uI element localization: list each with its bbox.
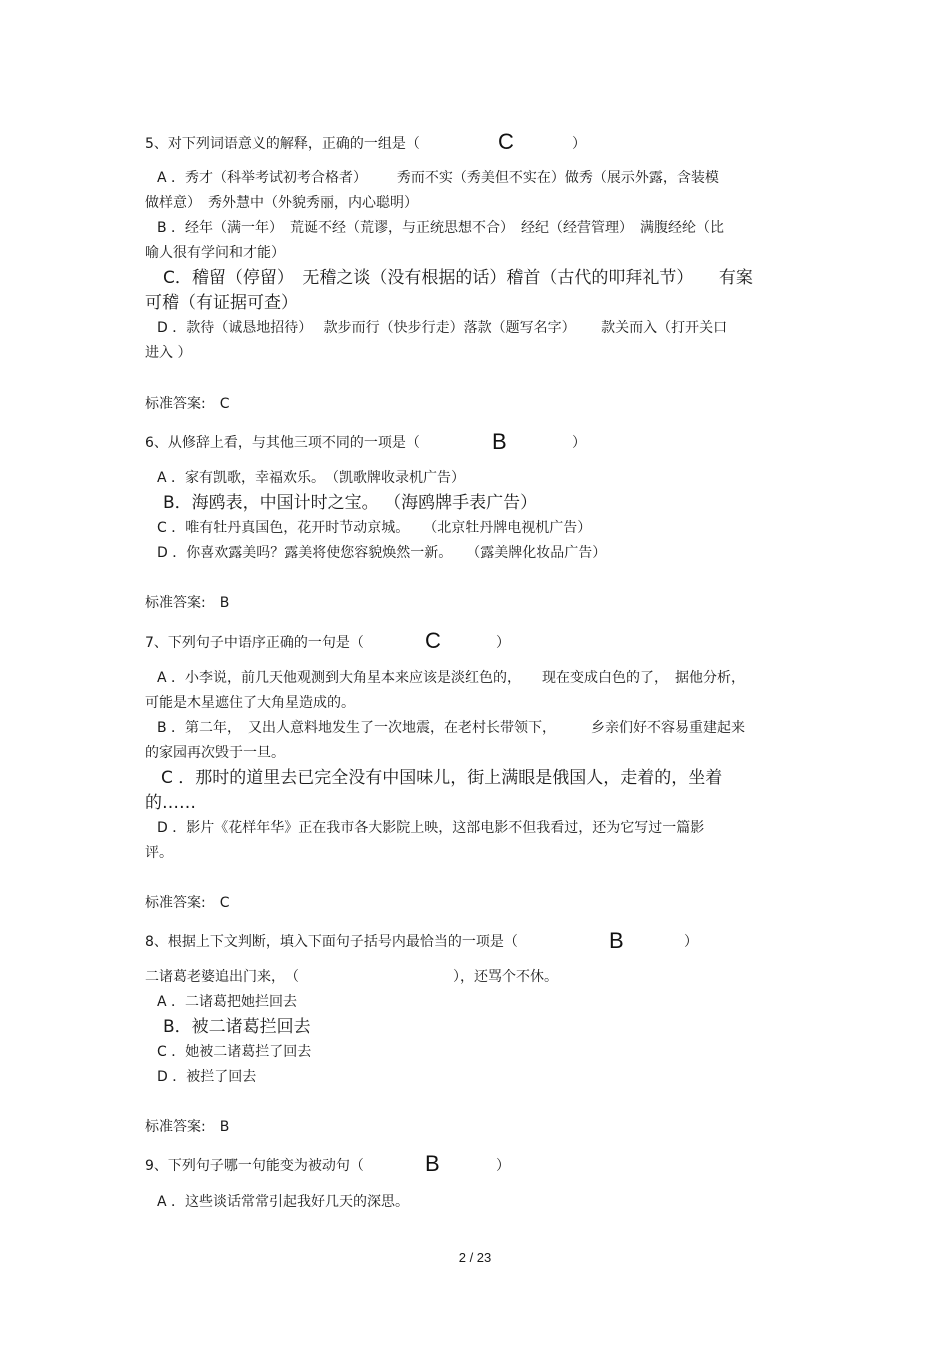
q7-standard-answer: 标准答案: C <box>145 895 230 911</box>
q6-option-b: B．海鸥表，中国计时之宝。 （海鸥牌手表广告） <box>163 493 538 513</box>
q7-option-b-line2: 的家园再次毁于一旦。 <box>145 745 285 761</box>
q6-close-paren: ） <box>572 435 586 451</box>
q9-answer: B <box>425 1151 440 1176</box>
q8-answer: B <box>609 928 624 953</box>
q5-stem: 5、对下列词语意义的解释，正确的一组是（ <box>145 136 420 152</box>
q5-option-d-line2: 进入 ） <box>145 345 192 361</box>
q5-option-b-line2: 喻人很有学问和才能） <box>145 245 285 261</box>
q9-stem: 9、下列句子哪一句能变为被动句（ <box>145 1158 364 1174</box>
q5-option-a-line1: A ．秀才（科举考试初考合格者） 秀而不实（秀美但不实在）做秀（展示外露，含装模 <box>157 170 719 186</box>
q6-stem: 6、从修辞上看，与其他三项不同的一项是（ <box>145 435 420 451</box>
q6-answer: B <box>492 429 507 454</box>
q5-option-c-line2: 可稽（有证据可查） <box>145 293 298 313</box>
q7-option-a-line2: 可能是木星遮住了大角星造成的。 <box>145 695 355 711</box>
q7-option-b-line1: B ．第二年， 又出人意料地发生了一次地震，在老村长带领下， 乡亲们好不容易重建起来 <box>157 720 746 736</box>
q7-option-d-line1: D ．影片《花样年华》正在我市各大影院上映，这部电影不但我看过，还为它写过一篇影 <box>157 820 705 836</box>
q8-option-b: B．被二诸葛拦回去 <box>163 1017 311 1037</box>
q8-option-d: D ．被拦了回去 <box>157 1069 257 1085</box>
q6-option-c: C ．唯有牡丹真国色，花开时节动京城。 （北京牡丹牌电视机广告） <box>157 520 592 536</box>
q5-close-paren: ） <box>572 136 586 152</box>
q7-option-d-line2: 评。 <box>145 845 173 861</box>
q5-option-c-line1: C．稽留（停留） 无稽之谈（没有根据的话）稽首（古代的叩拜礼节） 有案 <box>163 268 753 288</box>
q6-option-a: A ．家有凯歌，幸福欢乐。 （凯歌牌收录机广告） <box>157 470 466 486</box>
q7-option-a-line1: A ．小李说，前几天他观测到大角星本来应该是淡红色的， 现在变成白色的了， 据他分析， <box>157 670 746 686</box>
q9-option-a: A ．这些谈话常常引起我好几天的深思。 <box>157 1194 410 1210</box>
q7-option-c-line1: C ．那时的道里去已完全没有中国味儿，街上满眼是俄国人，走着的，坐着 <box>161 768 723 788</box>
q5-option-a-line2: 做样意） 秀外慧中（外貌秀丽，内心聪明） <box>145 195 418 211</box>
q7-close-paren: ） <box>496 635 510 651</box>
q8-option-c: C ．她被二诸葛拦了回去 <box>157 1044 312 1060</box>
q5-standard-answer: 标准答案: C <box>145 396 230 412</box>
q8-standard-answer: 标准答案: B <box>145 1119 230 1135</box>
q5-answer: C <box>498 129 514 154</box>
q8-stem: 8、根据上下文判断，填入下面句子括号内最恰当的一项是（ <box>145 934 518 950</box>
q7-stem: 7、下列句子中语序正确的一句是（ <box>145 635 364 651</box>
q5-option-b-line1: B ．经年（满一年） 荒诞不经（荒谬，与正统思想不合） 经纪（经营管理） 满腹经纶（比 <box>157 220 725 236</box>
q8-option-a: A ．二诸葛把她拦回去 <box>157 994 298 1010</box>
q7-option-c-line2: 的…… <box>145 793 196 813</box>
q8-close-paren: ） <box>684 934 698 950</box>
q9-close-paren: ） <box>496 1158 510 1174</box>
q6-standard-answer: 标准答案: B <box>145 595 230 611</box>
q7-answer: C <box>425 628 441 653</box>
page-number: 2 / 23 <box>458 1250 492 1265</box>
q8-context-sentence: 二诸葛老婆追出门来， （ ），还骂个不休。 <box>145 969 558 985</box>
q6-option-d: D ．你喜欢露美吗？露美将使您容貌焕然一新。 （露美牌化妆品广告） <box>157 545 607 561</box>
q5-option-d-line1: D ．款待（诚恳地招待） 款步而行（快步行走）落款（题写名字） 款关而入（打开关口 <box>157 320 728 336</box>
